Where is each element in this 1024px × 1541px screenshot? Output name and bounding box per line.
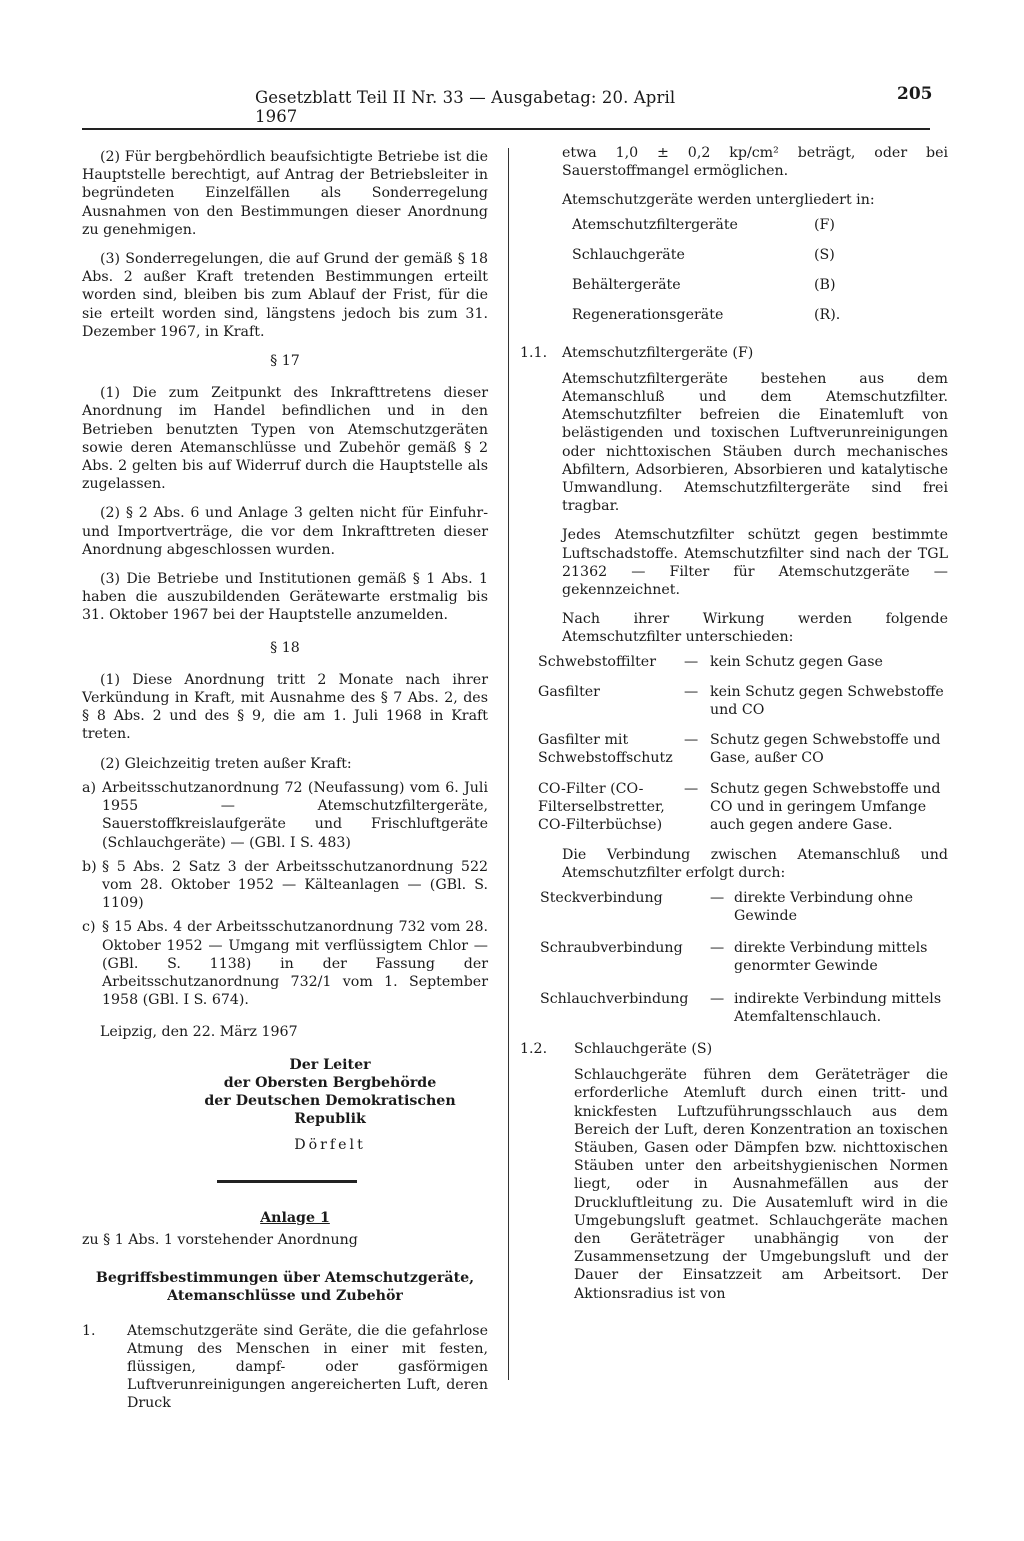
connection-name: Schlauchverbindung: [540, 990, 689, 1007]
dash: —: [684, 653, 699, 670]
filter-name: Gasfilter mit Schwebstoffschutz: [538, 732, 673, 767]
signature-line: Der Leiter: [289, 1056, 371, 1073]
subsection-title: Schlauchgeräte (S): [574, 1040, 713, 1057]
type-name: Atemschutzfiltergeräte: [572, 216, 738, 233]
paragraph: (3) Die Betriebe und Institutionen gemäß § 1 Abs. 1 haben die auszubildenden Gerätewarte erstmalig bis 31. Oktober 1967 bei der Hauptstelle anzumelden.: [82, 571, 488, 624]
annex-title: Anlage 1: [260, 1209, 330, 1226]
type-code: (B): [814, 276, 836, 293]
paragraph: (1) Die zum Zeitpunkt des Inkrafttretens dieser Anordnung im Handel befindlichen und in den Betrieben benutzten Typen von Atemschutzgeräten sowie deren Atemanschlüsse und Zubehör gemäß § 2 Abs. 2 gelten bis auf Widerruf durch die Hauptstelle als zugelassen.: [82, 385, 488, 493]
list-item-label: b): [82, 858, 97, 875]
connection-description: indirekte Verbindung mittels Atemfaltenschlauch.: [734, 990, 942, 1025]
numbered-paragraph: [82, 1322, 488, 1413]
filter-name: CO-Filter (CO-Filterselbstretter, CO-Filterbüchse): [538, 780, 665, 834]
filter-description: Schutz gegen Schwebstoffe und Gase, außer CO: [710, 732, 941, 767]
dash: —: [684, 732, 699, 749]
connection-description: direkte Verbindung mittels genormter Gewinde: [734, 940, 928, 975]
type-name: Schlauchgeräte: [572, 246, 685, 263]
list-item-text: § 15 Abs. 4 der Arbeitsschutzanordnung 732 vom 28. Oktober 1952 — Umgang mit verflüssigtem Chlor — (GBl. S. 1138) in der Fassung der Arbeitsschutzanordnung 732/1 vom 1. September 1958 (GBl. I S. 674).: [102, 919, 488, 1009]
paragraph: Atemschutzgeräte werden untergliedert in:: [562, 192, 875, 209]
subsection-heading: [520, 1040, 948, 1058]
filter-name: Schwebstoffilter: [538, 653, 656, 670]
signature-line: der Obersten Bergbehörde: [223, 1074, 437, 1091]
paragraph: Nach ihrer Wirkung werden folgende Atemschutzfilter unterschieden:: [562, 611, 948, 646]
paragraph: Schlauchgeräte führen dem Geräteträger die erforderliche Atemluft durch einen tritt- und knickfesten Luftzuführungsschlauch aus dem Bereich der Luft, deren Konzentration an toxischen Stäuben, Gasen oder Dämpfen bzw. nichttoxischen Stäuben unter den arbeitshygienischen Normen liegt, oder in Ausnahmefällen aus der Druckluftleitung zu. Die Ausatemluft wird in die Umgebungsluft geatmet. Schlauchgeräte machen den Geräteträger unabhängig von der Zusammensetzung der Umgebungsluft und der Dauer der Einsatzzeit am Arbeitsort. Der Aktionsradius ist von: [574, 1067, 948, 1302]
list-item-label: a): [82, 779, 96, 796]
type-code: (F): [814, 216, 835, 233]
paragraph: (2) § 2 Abs. 6 und Anlage 3 gelten nicht für Einfuhr- und Importverträge, die vor dem Inkrafttreten dieser Anordnung abgeschlossen wurden.: [82, 505, 488, 558]
connection-name: Schraubverbindung: [540, 940, 683, 957]
list-item-label: c): [82, 919, 96, 936]
running-title: Gesetzblatt Teil II Nr. 33 — Ausgabetag: 20. April 1967: [255, 88, 676, 126]
list-item: [572, 216, 948, 246]
filter-table: [538, 653, 948, 835]
dash: —: [710, 940, 725, 957]
signature-line: der Deutschen Demokratischen Republik: [204, 1092, 456, 1127]
annex-heading: [82, 1269, 488, 1305]
filter-description: kein Schutz gegen Schwebstoffe und CO: [710, 683, 944, 719]
paragraph: (2) Für bergbehördlich beaufsichtigte Betriebe ist die Hauptstelle berechtigt, auf Antrag der Betriebsleiter in begründeten Einzelfällen als Sonderregelung Ausnahmen von den Bestimmungen dieser Anordnung zu genehmigen.: [82, 149, 488, 238]
annex-reference: zu § 1 Abs. 1 vorstehender Anordnung: [82, 1231, 358, 1248]
signature-name: Dörfelt: [294, 1136, 366, 1153]
table-row: [538, 780, 948, 835]
table-row: [538, 653, 948, 671]
type-name: Behältergeräte: [572, 276, 681, 293]
list-item: [572, 246, 948, 276]
connection-table: [540, 889, 948, 1026]
table-row: [540, 990, 948, 1026]
dash: —: [710, 990, 725, 1007]
list-item-text: Arbeitsschutzanordnung 72 (Neufassung) vom 6. Juli 1955 — Atemschutzfiltergeräte, Sauerstoffkreislaufgeräte und Frischluftgeräte (Schlauchgeräte) — (GBl. I S. 483): [102, 779, 488, 851]
section-heading-17: § 17: [270, 353, 300, 370]
dash: —: [710, 889, 725, 906]
table-row: [538, 731, 948, 767]
table-row: [538, 683, 948, 719]
list-item: [82, 779, 488, 852]
right-column: [520, 144, 948, 1314]
dash: —: [684, 780, 699, 797]
connection-description: direkte Verbindung ohne Gewinde: [734, 889, 914, 924]
table-row: [540, 889, 948, 925]
paragraph: (3) Sonderregelungen, die auf Grund der gemäß § 18 Abs. 2 außer Kraft tretenden Bestimmungen erteilt worden sind, bleiben bis zum Ablauf der Frist, für die sie erteilt worden sind, längstens jedoch bis zum 31. Dezember 1967, in Kraft.: [82, 251, 488, 340]
subsection-number: 1.2.: [520, 1040, 548, 1057]
list-item: [572, 306, 948, 336]
type-code: (R).: [814, 306, 841, 323]
paragraph: (1) Diese Anordnung tritt 2 Monate nach ihrer Verkündung in Kraft, mit Ausnahme des § 7 Abs. 2, des § 8 Abs. 2 und des § 9, die am 1. Juli 1968 in Kraft treten.: [82, 671, 488, 743]
paragraph-number: 1.: [82, 1322, 96, 1339]
filter-name: Gasfilter: [538, 683, 600, 700]
subsection-title: Atemschutzfiltergeräte (F): [562, 344, 754, 361]
type-code: (S): [814, 246, 835, 263]
dash: —: [684, 683, 699, 700]
filter-description: kein Schutz gegen Gase: [710, 653, 883, 670]
filter-description: Schutz gegen Schwebstoffe und CO und in geringem Umfange auch gegen andere Gase.: [710, 780, 941, 834]
subsection-number: 1.1.: [520, 344, 548, 361]
device-type-list: [572, 216, 948, 336]
list-item: [82, 858, 488, 913]
section-heading-18: § 18: [270, 639, 300, 656]
paragraph: (2) Gleichzeitig treten außer Kraft:: [100, 755, 352, 772]
annex-heading-line: Begriffsbestimmungen über Atemschutzgeräte,: [95, 1270, 475, 1287]
header-rule: [82, 128, 930, 130]
paragraph: etwa 1,0 ± 0,2 kp/cm² beträgt, oder bei Sauerstoffmangel ermöglichen.: [562, 145, 948, 180]
type-name: Regenerationsgeräte: [572, 306, 724, 323]
paragraph: Atemschutzfiltergeräte bestehen aus dem Atemanschluß und dem Atemschutzfilter. Atemschutzfilter befreien die Einatemluft von belästigenden und toxischen Luftverunreinigungen oder nichttoxischen Stäuben durch mechanisches Abfiltern, Adsorbieren, Absorbieren und katalytische Umwandlung. Atemschutzfiltergeräte sind frei tragbar.: [562, 370, 948, 515]
paragraph-text: Atemschutzgeräte sind Geräte, die die gefahrlose Atmung des Menschen in einer mit festen, flüssigen, dampf- oder gasförmigen Luftverunreinigungen angereicherten Luft, deren Druck: [127, 1322, 488, 1412]
left-column: [82, 148, 488, 1413]
paragraph: Die Verbindung zwischen Atemanschluß und Atemschutzfilter erfolgt durch:: [562, 847, 948, 882]
subsection-heading: [520, 344, 948, 362]
column-divider: [508, 148, 509, 1380]
annex-heading-line: Atemanschlüsse und Zubehör: [167, 1288, 403, 1305]
connection-name: Steckverbindung: [540, 889, 663, 906]
paragraph: Jedes Atemschutzfilter schützt gegen bestimmte Luftschadstoffe. Atemschutzfilter sind nach der TGL 21362 — Filter für Atemschutzgeräte — gekennzeichnet.: [562, 527, 948, 599]
place-date: Leipzig, den 22. März 1967: [100, 1024, 298, 1041]
list-item: [572, 276, 948, 306]
page-number: 205: [897, 84, 933, 104]
list-item-text: § 5 Abs. 2 Satz 3 der Arbeitsschutzanordnung 522 vom 28. Oktober 1952 — Kälteanlagen — (GBl. S. 1109): [102, 858, 488, 912]
list-item: [82, 918, 488, 1009]
table-row: [540, 939, 948, 975]
section-rule: [217, 1180, 357, 1183]
